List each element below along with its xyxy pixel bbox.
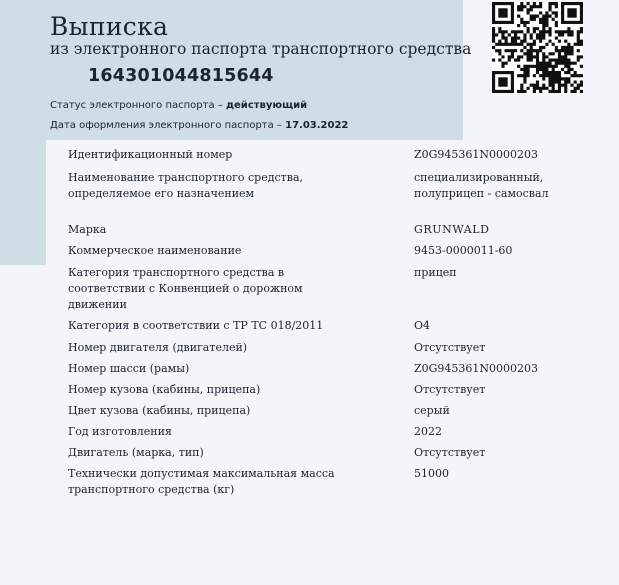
passport-number: 164301044815644: [88, 66, 274, 86]
row-label-brand: Марка: [68, 223, 107, 236]
date-label: Дата оформления электронного паспорта –: [50, 120, 286, 131]
row-label-vehicle-name: Наименование транспортного средства, определяемое его назначением: [68, 171, 303, 200]
passport-status: [50, 100, 307, 111]
status-value: действующий: [225, 100, 308, 111]
side-stripe: [0, 140, 46, 265]
row-value-body-number: Отсутствует: [414, 383, 486, 396]
row-label-year: Год изготовления: [68, 425, 172, 438]
status-label: Статус электронного паспорта –: [50, 100, 226, 111]
document-title: Выписка: [50, 12, 169, 41]
row-value-max-mass: 51000: [414, 467, 449, 480]
row-label-max-mass: Технически допустимая максимальная масса транспортного средства (кг): [68, 467, 335, 496]
row-label-category-tr: Категория в соответствии с ТР ТС 018/2011: [68, 319, 324, 332]
row-label-body-color: Цвет кузова (кабины, прицепа): [68, 404, 251, 417]
row-value-vin: Z0G945361N0000203: [414, 148, 539, 161]
row-value-body-color: серый: [414, 404, 450, 417]
qr-code-icon: [492, 2, 583, 93]
row-value-year: 2022: [414, 425, 442, 438]
row-label-commercial-name: Коммерческое наименование: [68, 244, 242, 257]
row-value-category-tr: O4: [414, 319, 431, 332]
row-label-chassis-number: Номер шасси (рамы): [68, 362, 190, 375]
row-value-chassis-number: Z0G945361N0000203: [414, 362, 539, 375]
row-label-engine-number: Номер двигателя (двигателей): [68, 341, 248, 354]
row-label-vin: Идентификационный номер: [68, 148, 233, 161]
row-label-engine-type: Двигатель (марка, тип): [68, 446, 204, 459]
issue-date: [50, 120, 348, 131]
row-value-category-convention: прицеп: [414, 266, 457, 279]
date-value: 17.03.2022: [285, 120, 349, 131]
row-value-engine-type: Отсутствует: [414, 446, 486, 459]
document-subtitle: из электронного паспорта транспортного средства: [50, 40, 472, 58]
row-label-category-convention: Категория транспортного средства в соответствии с Конвенцией о дорожном движении: [68, 266, 303, 311]
row-value-brand: GRUNWALD: [414, 223, 490, 236]
row-label-body-number: Номер кузова (кабины, прицепа): [68, 383, 261, 396]
row-value-commercial-name: 9453-0000011-60: [414, 244, 513, 257]
row-value-vehicle-name: специализированный, полуприцеп - самосвал: [414, 171, 549, 200]
row-value-engine-number: Отсутствует: [414, 341, 486, 354]
qr-code-graphic: [492, 2, 583, 93]
